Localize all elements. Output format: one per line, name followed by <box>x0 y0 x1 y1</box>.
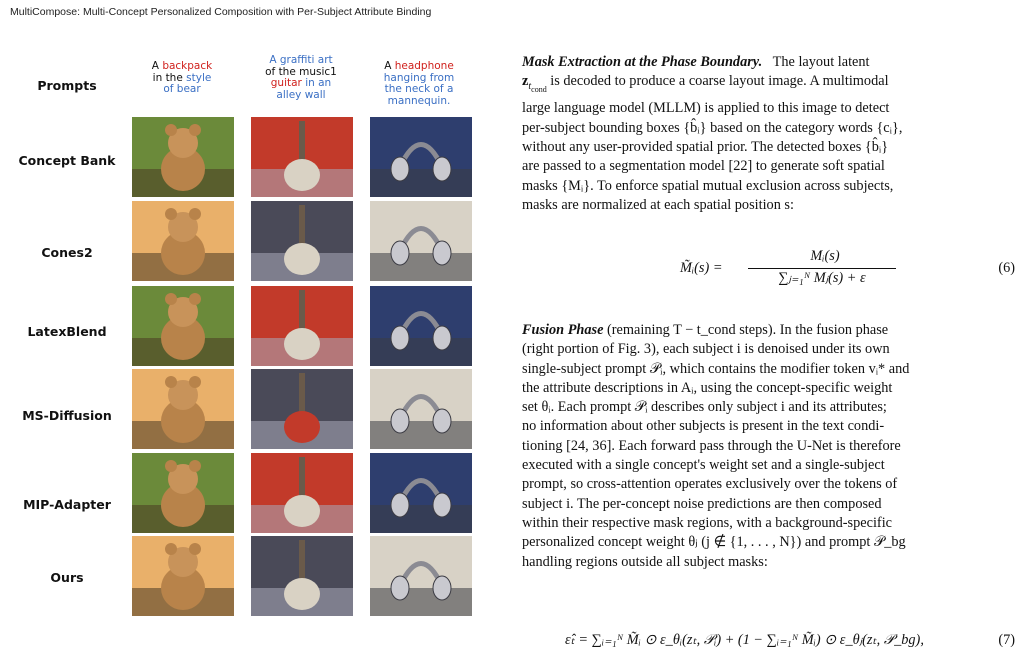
p2-line: (remaining T − t_cond steps). In the fusion phase <box>607 322 889 338</box>
thumbnail-guitar-graffiti-art <box>251 536 353 616</box>
p1-line: The layout latent <box>772 54 870 70</box>
equation-7: ε̂ₜ = ∑ᵢ₌₁ᴺ M̃ᵢ ⊙ ε_θᵢ(zₜ, 𝒫ᵢ) + (1 − ∑ᵢ₌₁ᴺ M̃ᵢ) ⊙ ε_θⱼ(zₜ, 𝒫_bg), <box>565 632 924 648</box>
thumbnail-bear-plush-flowers <box>132 453 234 533</box>
thumbnail-headphones-on-mannequin <box>370 286 472 366</box>
p2-line: handling regions outside all subject masks: <box>522 553 768 570</box>
p1-line: masks {Mᵢ}. To enforce spatial mutual exclusion across subjects, <box>522 177 894 194</box>
thumbnail-bear-backpack-alley <box>132 536 234 616</box>
row-label-latexblend: LatexBlend <box>27 324 107 339</box>
thumbnail-bear-plush-autumn-garden <box>132 201 234 281</box>
thumbnail-headphones-on-blanket <box>370 117 472 197</box>
p1-line: are passed to a segmentation model [22] to generate soft spatial <box>522 158 885 175</box>
paragraph-fusion-phase <box>522 321 1017 572</box>
row-label-cones2: Cones2 <box>41 245 93 260</box>
row-label-prompts: Prompts <box>37 78 97 93</box>
p2-line: personalized concept weight θⱼ (j ∉ {1, . . . , N}) and prompt 𝒫_bg <box>522 534 906 551</box>
p1-line: without any user-provided spatial prior. The detected boxes {b̂ᵢ} <box>522 139 889 156</box>
thumbnail-bear-plush-in-garden <box>132 117 234 197</box>
equation-6-number: (6) <box>998 260 1015 276</box>
thumbnail-headphones-white-background <box>370 201 472 281</box>
p2-line: (right portion of Fig. 3), each subject i is denoised under its own <box>522 341 890 358</box>
p2-line: no information about other subjects is present in the text condi- <box>522 418 885 435</box>
body-text <box>522 53 1017 215</box>
thumbnail-guitar-graffiti-alley <box>251 453 353 533</box>
prompt-headphone: A headphone hanging from the neck of a mannequin. <box>383 60 455 107</box>
thumbnail-red-guitar-alley <box>251 369 353 449</box>
p2-line: set θᵢ. Each prompt 𝒫ᵢ describes only subject i and its attributes; <box>522 399 887 416</box>
p2-line: single-subject prompt 𝒫ᵢ, which contains the modifier token vᵢ* and <box>522 360 910 377</box>
prompt-backpack: A backpack in the style of bear <box>151 60 213 95</box>
heading-mask-extraction: Mask Extraction at the Phase Boundary. <box>522 54 763 70</box>
p1-line: masks are normalized at each spatial position s: <box>522 196 794 213</box>
prompt-guitar: A graffiti art of the music1 guitar in an alley wall <box>265 54 337 101</box>
thumbnail-bear-backpack-plain <box>132 286 234 366</box>
thumbnail-guitar-on-shelf <box>251 117 353 197</box>
row-label-concept-bank: Concept Bank <box>18 153 116 168</box>
row-label-ours: Ours <box>50 570 84 585</box>
p1-line: is decoded to produce a coarse layout image. A multimodal <box>550 73 889 90</box>
heading-fusion-phase: Fusion Phase <box>522 322 604 338</box>
thumbnail-headphones-on-mannequin <box>370 453 472 533</box>
p2-line: within their respective mask regions, with a background-specific <box>522 514 893 531</box>
equation-7-number: (7) <box>998 632 1015 648</box>
p1-line: large language model (MLLM) is applied to this image to detect <box>522 100 890 117</box>
paragraph-mask-extraction: Mask Extraction at the Phase Boundary. The layout latent $z_{t_{cond}}$ is decoded to produce a coarse layout image. A multimodal large language model (MLLM) is applied to this image to detect per-subject bounding boxes {b̂ᵢ} based on the category words {cᵢ}, without any user-provided spatial prior. The detected boxes {b̂ᵢ} are passed to a segmentation model [22] to generate soft spatial masks {Mᵢ}. To enforce spatial mutual exclusion across subjects, masks are normalized at each spatial position s: <box>522 54 903 213</box>
thumbnail-bear-plush-blue-mask <box>132 369 234 449</box>
thumbnail-headphones-on-shelf <box>370 369 472 449</box>
p2-line: executed with a single concept's weight set and a single-subject <box>522 457 885 474</box>
comparison-figure <box>0 55 470 650</box>
thumbnail-guitar-graffiti-wall <box>251 286 353 366</box>
p1-line: per-subject bounding boxes {b̂ᵢ} based on the category words {cᵢ}, <box>522 119 903 136</box>
row-label-mip-adapter: MIP-Adapter <box>23 497 111 512</box>
p2-line: the attribute descriptions in Aᵢ, using the concept-specific weight <box>522 379 893 396</box>
running-header: MultiCompose: Multi-Concept Personalized Composition with Per-Subject Attribute Binding <box>10 6 432 18</box>
p2-line: tioning [24, 36]. Each forward pass through the U-Net is therefore <box>522 437 901 454</box>
p2-line: subject i. The per-concept noise predictions are then composed <box>522 495 882 512</box>
thumbnail-guitar-closeup <box>251 201 353 281</box>
row-label-ms-diffusion: MS-Diffusion <box>22 408 112 423</box>
p2-line: prompt, so cross-attention operates exclusively over the tokens of <box>522 476 898 493</box>
thumbnail-headphones-on-mannequin-store <box>370 536 472 616</box>
